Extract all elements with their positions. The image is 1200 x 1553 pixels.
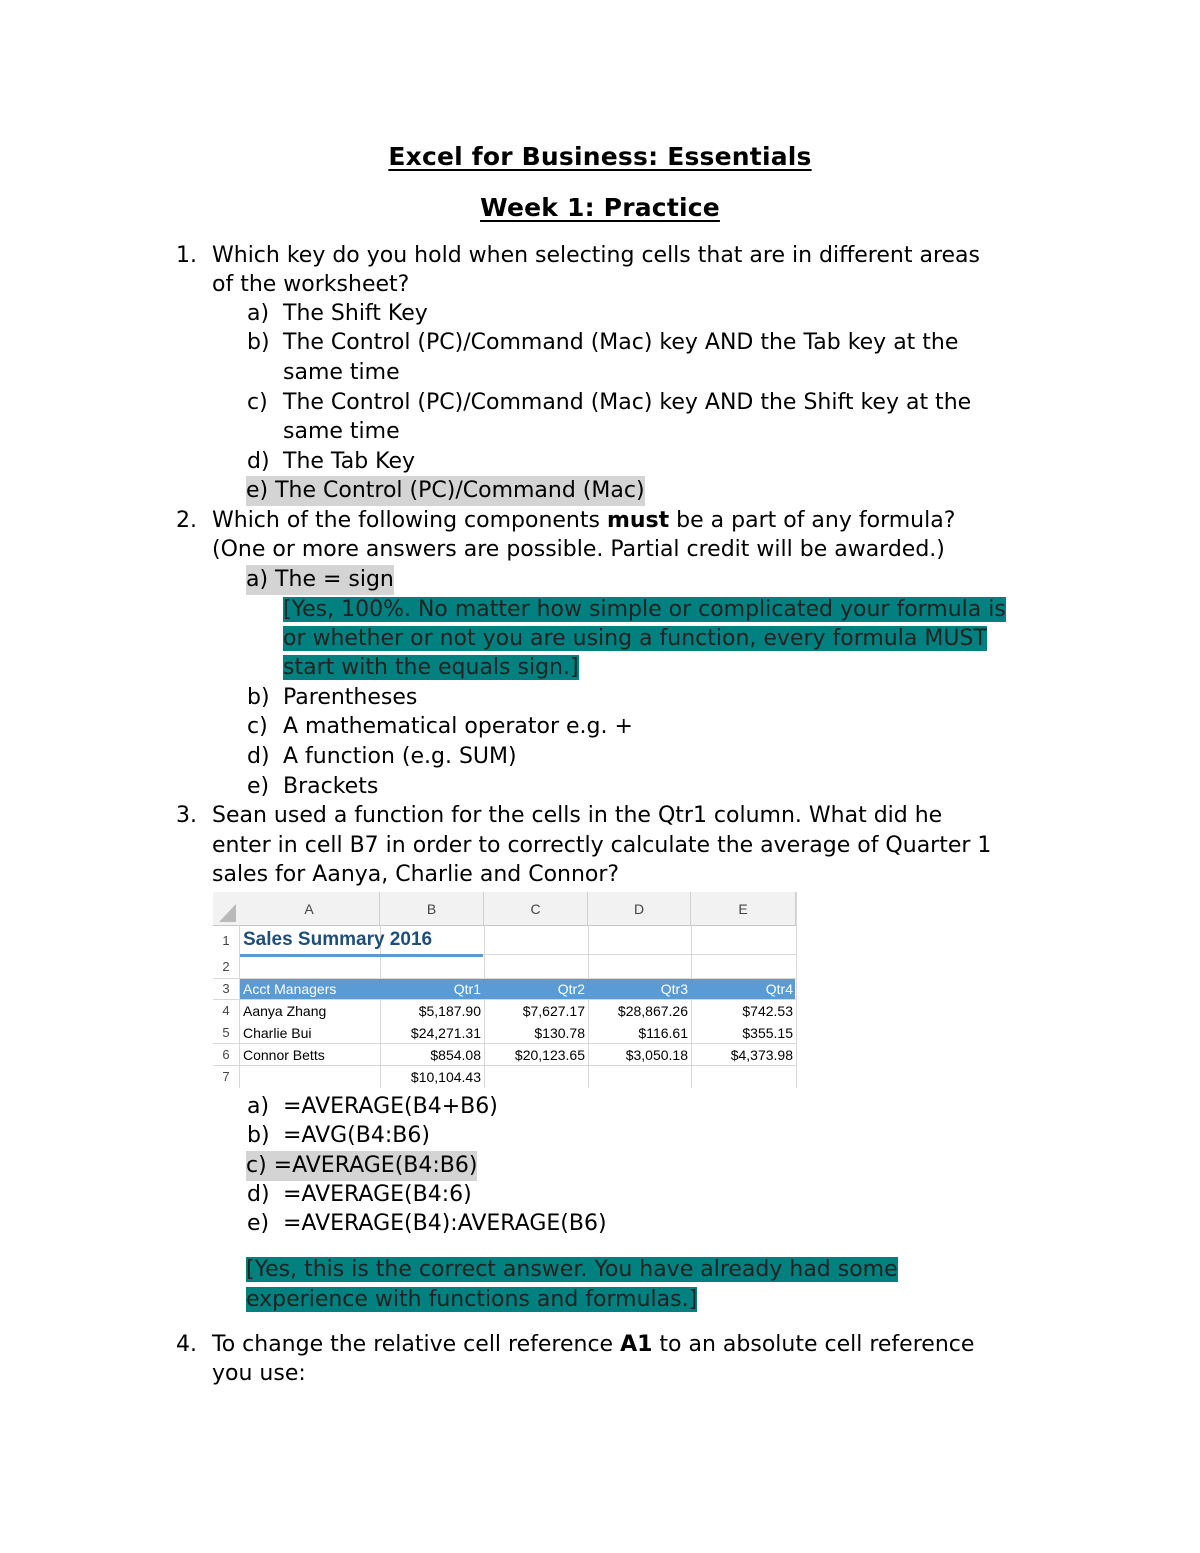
q2-feedback-line2: or whether or not you are using a function, every formula MUST [283,626,987,651]
row-number-4: 4 [222,1003,230,1018]
q3-option-d-letter: d) [247,1182,270,1207]
q2-option-e-letter: e) [247,774,270,799]
q3-option-b-letter: b) [247,1123,270,1148]
q4-number: 4. [176,1332,197,1357]
cell-name-charlie: Charlie Bui [243,1025,312,1041]
q2-text-line1: Which of the following components must be a part of any formula? [212,508,956,533]
cell-aanya-qtr1: $5,187.90 [418,1003,481,1019]
q3-option-c-selected[interactable]: c) =AVERAGE(B4:B6) [246,1151,477,1181]
header-qtr3: Qtr3 [660,981,688,997]
q3-option-e-letter: e) [247,1211,270,1236]
header-qtr4: Qtr4 [765,981,793,997]
q2-option-b-letter: b) [247,685,270,710]
column-header-c: C [484,892,588,926]
row-number-1: 1 [222,933,230,948]
q1-option-b-line1[interactable]: The Control (PC)/Command (Mac) key AND the Tab key at the [283,330,959,355]
q2-option-d[interactable]: A function (e.g. SUM) [283,744,517,769]
row-number-7: 7 [222,1069,230,1084]
cell-connor-qtr3: $3,050.18 [625,1047,688,1063]
cell-connor-qtr2: $20,123.65 [514,1047,585,1063]
title-underline [240,954,483,957]
row-number-5: 5 [222,1025,230,1040]
q2-option-d-letter: d) [247,744,270,769]
sheet-corner [213,892,239,926]
cell-charlie-qtr1: $24,271.31 [410,1025,481,1041]
q1-option-b-line2[interactable]: same time [283,360,400,385]
q1-option-a-letter: a) [247,301,270,326]
q2-number: 2. [176,508,197,533]
q2-option-a-selected[interactable]: a) The = sign [246,565,394,595]
q2-option-c[interactable]: A mathematical operator e.g. + [283,714,633,739]
q2-emphasis: must [606,508,670,533]
header-qtr2: Qtr2 [557,981,585,997]
cell-connor-qtr1: $854.08 [430,1047,481,1063]
q2-feedback-line1: [Yes, 100%. No matter how simple or complicated your formula is [283,597,1006,622]
q1-option-c-line2[interactable]: same time [283,419,400,444]
q1-text-line2: of the worksheet? [212,272,410,297]
cell-aanya-qtr3: $28,867.26 [617,1003,688,1019]
cell-name-connor: Connor Betts [243,1047,325,1063]
q3-option-a-letter: a) [247,1094,270,1119]
q3-text-line3: sales for Aanya, Charlie and Connor? [212,862,620,887]
q3-option-e[interactable]: =AVERAGE(B4):AVERAGE(B6) [283,1211,607,1236]
q3-text-line1: Sean used a function for the cells in the Qtr1 column. What did he [212,803,943,828]
q4-text-line2: you use: [212,1361,306,1386]
cell-charlie-qtr3: $116.61 [638,1025,688,1041]
q4-text-line1: To change the relative cell reference A1 to an absolute cell reference [212,1332,975,1357]
q1-number: 1. [176,243,197,268]
cell-name-aanya: Aanya Zhang [243,1003,327,1019]
column-header-a: A [239,892,380,926]
q1-option-c-line1[interactable]: The Control (PC)/Command (Mac) key AND the Shift key at the [283,390,972,415]
cell-aanya-qtr4: $742.53 [742,1003,793,1019]
sheet-title: Sales Summary 2016 [243,929,433,950]
header-acct-managers: Acct Managers [243,981,337,997]
select-all-triangle-icon [213,892,239,926]
q1-option-c-letter: c) [247,390,268,415]
cell-connor-qtr4: $4,373.98 [730,1047,793,1063]
q1-option-e-selected[interactable]: e) The Control (PC)/Command (Mac) [246,476,645,506]
cell-b7: $10,104.43 [410,1069,481,1085]
document-subtitle: Week 1: Practice [480,193,720,222]
row-number-3: 3 [222,981,230,996]
q1-option-b-letter: b) [247,330,270,355]
q2-option-b[interactable]: Parentheses [283,685,418,710]
q2-option-c-letter: c) [247,714,268,739]
q1-text-line1: Which key do you hold when selecting cells that are in different areas [212,243,980,268]
q1-option-d-letter: d) [247,449,270,474]
spreadsheet-screenshot [213,892,797,1088]
header-qtr1: Qtr1 [453,981,481,997]
row-number-2: 2 [222,959,230,974]
q1-option-d[interactable]: The Tab Key [283,449,416,474]
q3-feedback-line2: experience with functions and formulas.] [246,1287,698,1312]
gridline [213,1065,796,1066]
document-title: Excel for Business: Essentials [388,142,812,171]
q3-feedback-line1: [Yes, this is the correct answer. You have already had some [246,1257,898,1282]
q4-emphasis: A1 [620,1332,653,1357]
cell-aanya-qtr2: $7,627.17 [522,1003,585,1019]
q3-text-line2: enter in cell B7 in order to correctly calculate the average of Quarter 1 [212,833,992,858]
row-number-6: 6 [222,1047,230,1062]
q3-option-d[interactable]: =AVERAGE(B4:6) [283,1182,472,1207]
column-header-e: E [691,892,796,926]
q3-number: 3. [176,803,197,828]
gridline [213,1043,796,1044]
q3-option-a[interactable]: =AVERAGE(B4+B6) [283,1094,498,1119]
q2-feedback-line3: start with the equals sign.] [283,655,579,680]
q2-option-e[interactable]: Brackets [283,774,379,799]
cell-charlie-qtr4: $355.15 [742,1025,793,1041]
q1-option-a[interactable]: The Shift Key [283,301,428,326]
q2-text-line2: (One or more answers are possible. Partial credit will be awarded.) [212,537,945,562]
column-header-b: B [380,892,484,926]
column-header-d: D [588,892,691,926]
gridline [213,999,796,1000]
q3-option-b[interactable]: =AVG(B4:B6) [283,1123,430,1148]
cell-charlie-qtr2: $130.78 [534,1025,585,1041]
